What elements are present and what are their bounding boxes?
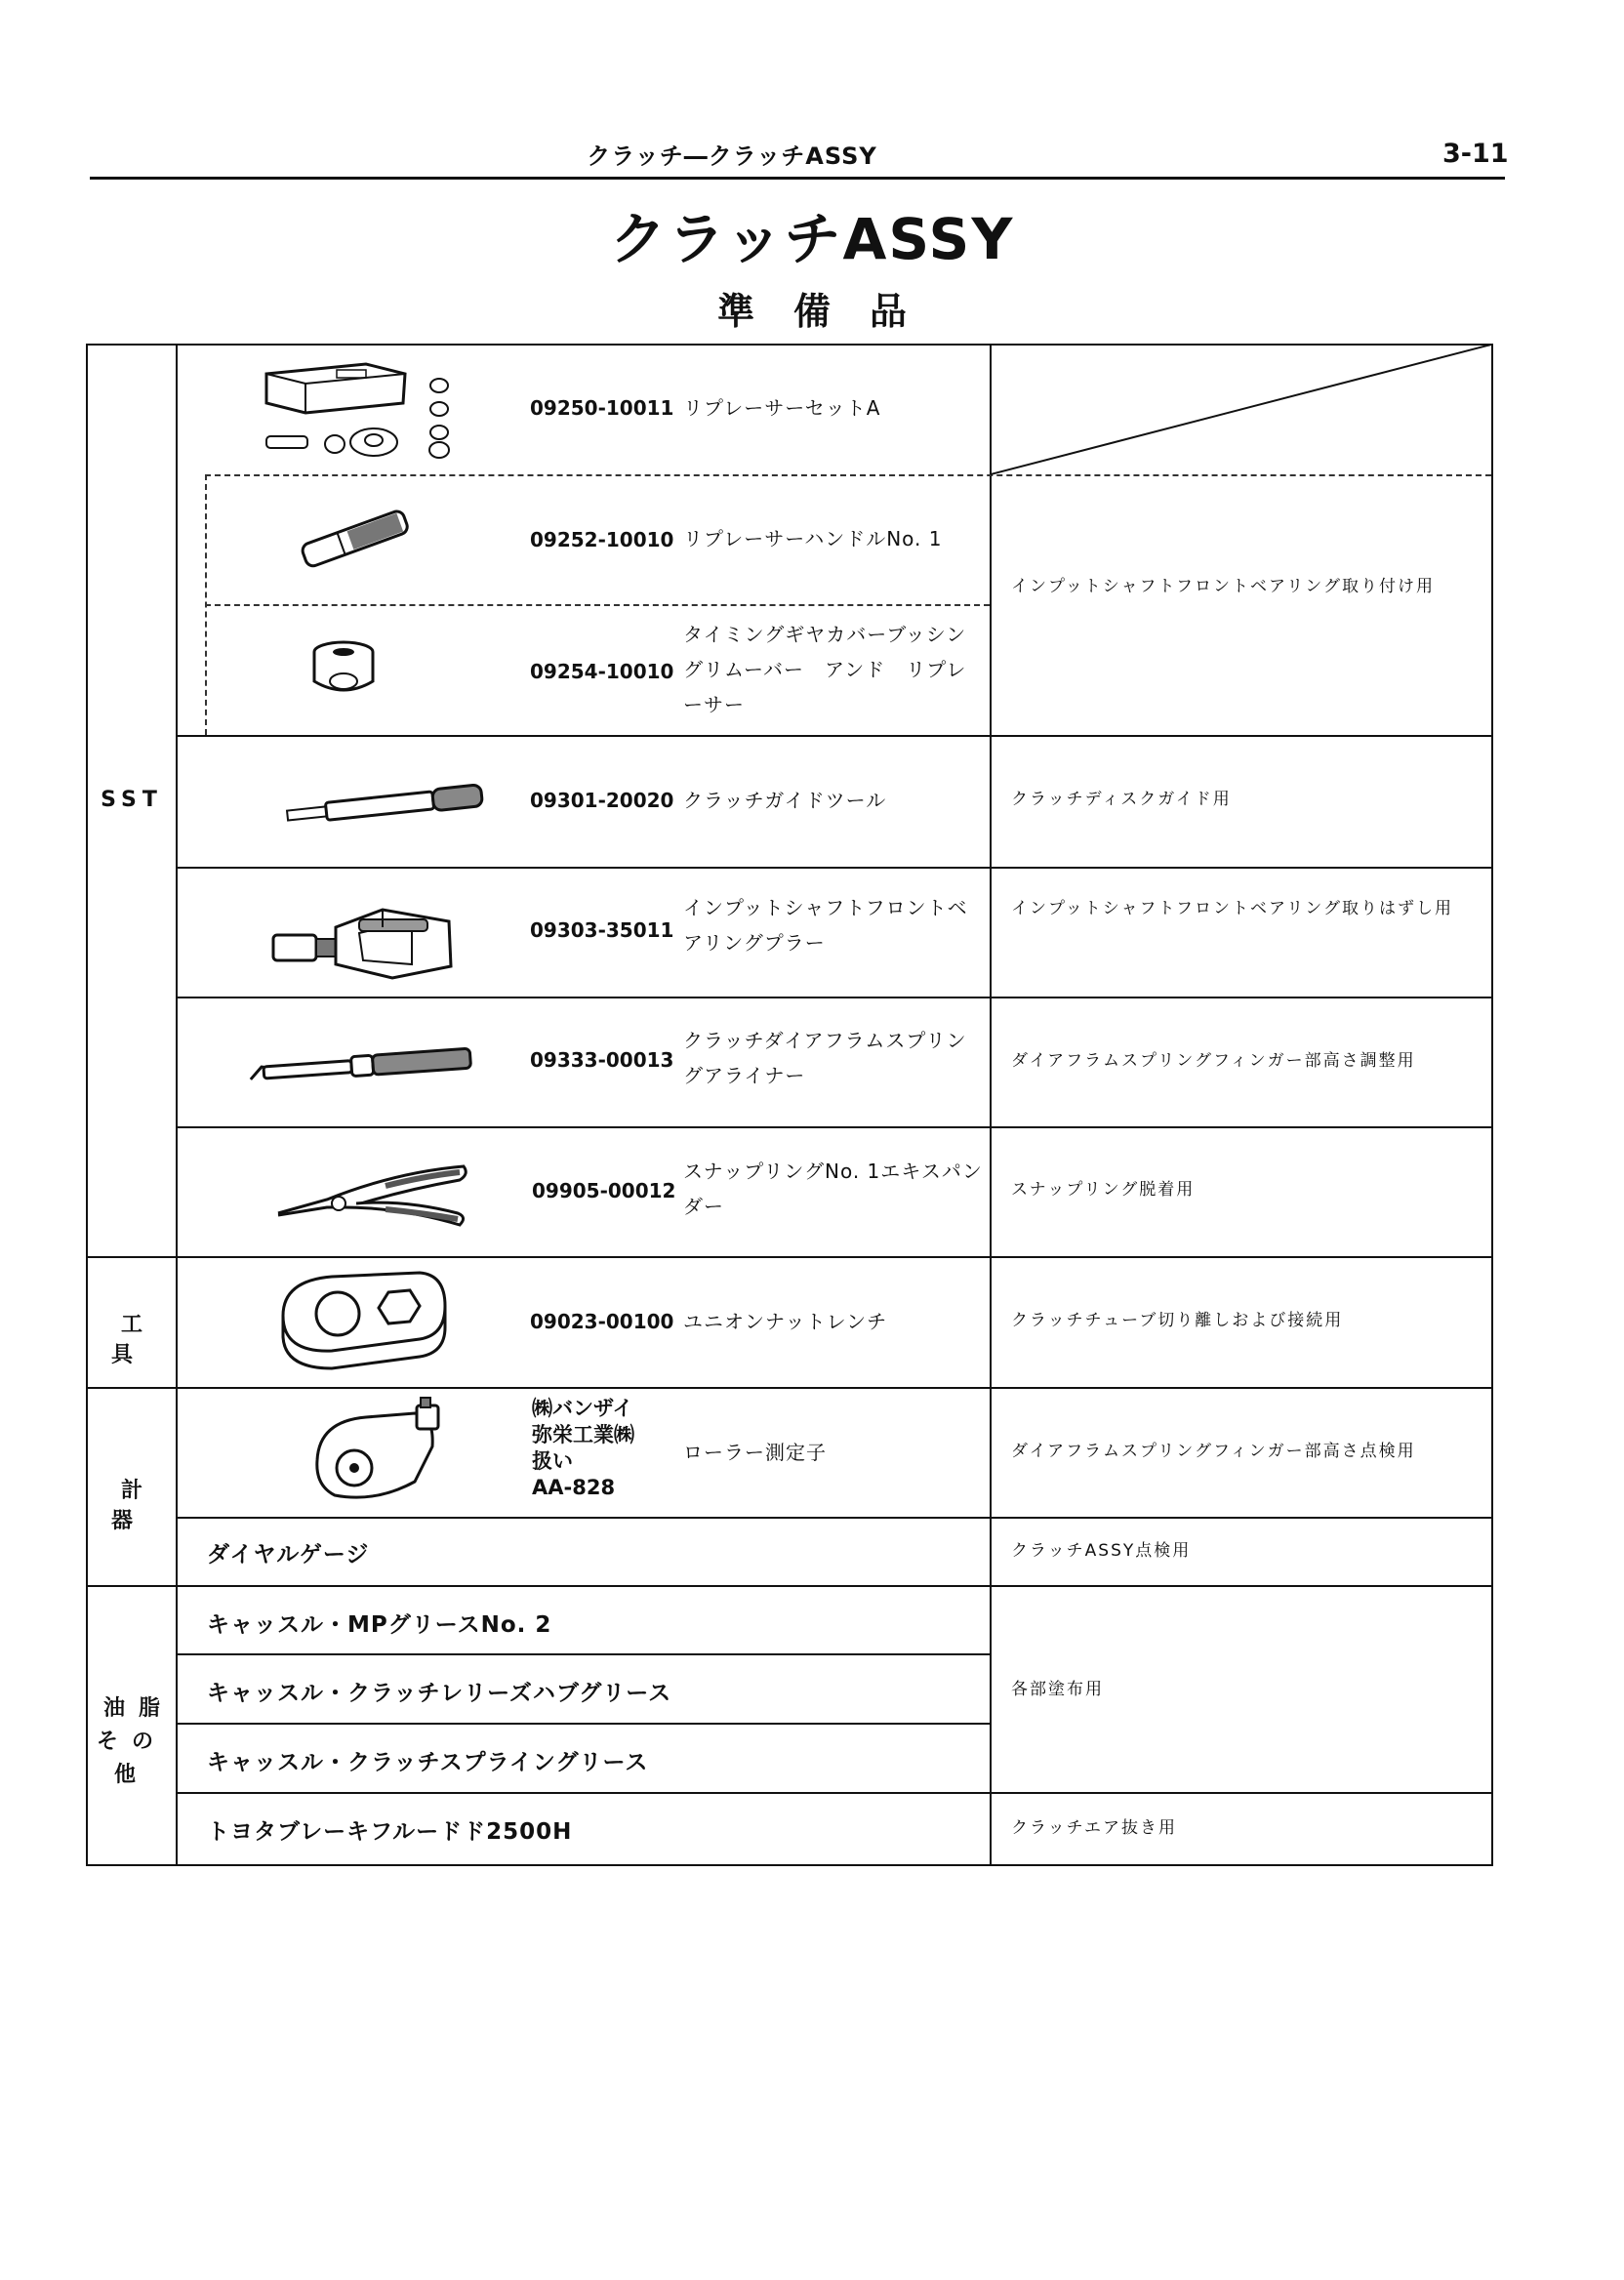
lubricant-name: キャッスル・クラッチレリーズハブグリース [207, 1681, 672, 1706]
sst-code: 09252-10010 [530, 528, 674, 551]
page-number: 3-11 [1442, 139, 1509, 169]
page-subtitle: 準備品 [716, 290, 946, 333]
sst-name: インプットシャフトフロントベアリングプラー [683, 896, 968, 955]
bearing-puller-icon [265, 888, 461, 981]
replacer-handle-icon [291, 508, 418, 566]
spring-aligner-icon [244, 1035, 478, 1093]
sst-code: 09250-10011 [530, 396, 674, 420]
category-lubricants: 油脂 その他 [96, 1696, 174, 1787]
tool-purpose: クラッチチューブ切り離しおよび接続用 [1011, 1311, 1344, 1330]
union-nut-wrench-icon [273, 1267, 449, 1374]
sst-name: リプレーサーセットA [683, 396, 881, 420]
category-tools: 工具 [110, 1313, 162, 1367]
sst-name: スナップリングNo. 1エキスパンダー [683, 1160, 983, 1218]
sst-purpose: ダイアフラムスプリングフィンガー部高さ調整用 [1011, 1051, 1416, 1071]
sst-name: タイミングギヤカバーブッシングリムーバー アンド リプレーサー [683, 623, 967, 716]
lubricant-name: キャッスル・MPグリースNo. 2 [207, 1612, 552, 1638]
lubricant-name: キャッスル・クラッチスプライングリース [207, 1750, 649, 1775]
gauge-name: ローラー測定子 [683, 1441, 827, 1464]
sst-name: リプレーサーハンドルNo. 1 [683, 527, 943, 550]
sst-purpose: インプットシャフトフロントベアリング取り付け用 [1011, 577, 1435, 596]
gauge-purpose: ダイアフラムスプリングフィンガー部高さ点検用 [1011, 1442, 1416, 1461]
replacer-set-icon [259, 356, 464, 464]
brake-fluid-purpose: クラッチエア抜き用 [1011, 1818, 1177, 1838]
tool-code: 09023-00100 [530, 1310, 674, 1333]
page-title: クラッチASSY [609, 206, 1015, 272]
sst-code: 09303-35011 [530, 918, 674, 942]
section-header: クラッチ―クラッチASSY [587, 142, 877, 170]
sst-purpose: クラッチディスクガイド用 [1011, 790, 1232, 809]
dial-gauge-name: ダイヤルゲージ [207, 1542, 370, 1568]
tool-name: ユニオンナットレンチ [683, 1310, 888, 1333]
sst-name: クラッチダイアフラムスプリングアライナー [683, 1029, 967, 1087]
sst-code: 09254-10010 [530, 660, 674, 683]
sst-code: 09905-00012 [532, 1179, 676, 1202]
gauge-maker: ㈱バンザイ 弥栄工業㈱ 扱い AA-828 [532, 1397, 634, 1499]
sst-purpose: スナップリング脱着用 [1011, 1180, 1196, 1200]
clutch-guide-tool-icon [281, 781, 491, 830]
sst-purpose: インプットシャフトフロントベアリング取りはずし用 [1011, 899, 1453, 918]
category-sst: SST [101, 788, 163, 812]
bushing-remover-icon [307, 634, 381, 705]
sst-code: 09301-20020 [530, 789, 674, 812]
brake-fluid-name: トヨタブレーキフルードド2500H [207, 1819, 573, 1845]
sst-code: 09333-00013 [530, 1048, 674, 1072]
snap-ring-expander-icon [268, 1157, 473, 1235]
sst-name: クラッチガイドツール [683, 789, 887, 812]
lubricant-purpose: 各部塗布用 [1011, 1680, 1104, 1699]
roller-gauge-icon [307, 1398, 454, 1505]
category-gauges: 計器 [110, 1479, 162, 1533]
dial-gauge-purpose: クラッチASSY点検用 [1011, 1541, 1192, 1561]
diagonal-line [991, 345, 1492, 475]
header-rule [90, 177, 1505, 180]
